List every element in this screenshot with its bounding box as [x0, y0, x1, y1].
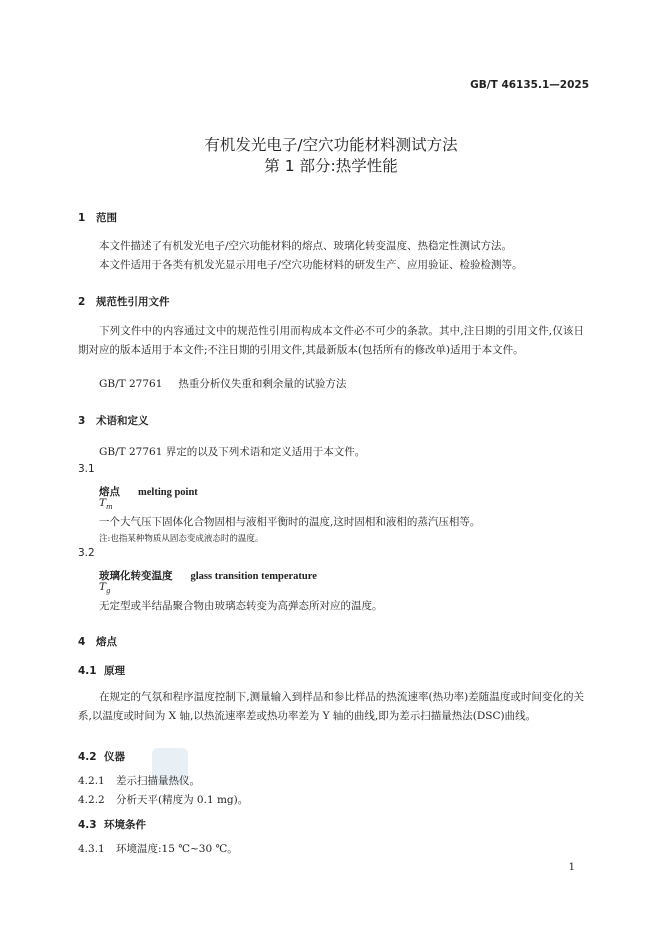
- paragraph: 在规定的气氛和程序温度控制下,测量输入到样品和参比样品的热流速率(热功率)差随温度或时间变化的关系,以温度或时间为 X 轴,以热流速率差或热功率差为 Y 轴的曲线,即为差示扫描量热法(DSC)曲线。: [78, 691, 584, 722]
- subsection-4-1-heading: [78, 663, 125, 678]
- symbol-letter: T: [99, 581, 107, 593]
- term-definition: 无定型或半结晶聚合物由玻璃态转变为高弹态所对应的温度。: [99, 600, 383, 612]
- section-number: 1: [78, 212, 86, 224]
- reference-title: 热重分析仪失重和剩余量的试验方法: [178, 378, 347, 390]
- item-number: 4.2.2: [78, 794, 105, 806]
- list-item: [78, 772, 200, 791]
- subsection-number: 4.3: [78, 819, 97, 831]
- term-english: melting point: [138, 487, 198, 498]
- section-title: 熔点: [96, 636, 117, 648]
- section-title: 规范性引用文件: [96, 296, 170, 308]
- list-item: [78, 791, 248, 810]
- subsection-title: 原理: [104, 665, 125, 677]
- symbol-subscript: g: [106, 587, 111, 596]
- item-number: 4.3.1: [78, 843, 105, 855]
- paragraph: 本文件描述了有机发光电子/空穴功能材料的熔点、玻璃化转变温度、热稳定性测试方法。: [99, 240, 513, 252]
- standard-code: GB/T 46135.1—2025: [470, 79, 589, 91]
- list-item: [78, 840, 238, 859]
- item-text: 环境温度:15 ℃~30 ℃。: [116, 843, 238, 855]
- term-entry: [99, 480, 198, 499]
- term-definition: 一个大气压下固体化合物固相与液相平衡时的温度,这时固相和液相的蒸汽压相等。: [99, 516, 481, 528]
- term-number: 3.2: [78, 547, 95, 559]
- paragraph: 下列文件中的内容通过文中的规范性引用而构成本文件必不可少的条款。其中,注日期的引用文件,仅该日期对应的版本适用于本文件;不注日期的引用文件,其最新版本(包括所有的修改单)适用于本文件。: [78, 325, 584, 356]
- document-title-line1: 有机发光电子/空穴功能材料测试方法: [204, 136, 458, 154]
- section-number: 2: [78, 296, 86, 308]
- subsection-number: 4.2: [78, 751, 97, 763]
- term-symbol: [99, 497, 113, 511]
- subsection-title: 仪器: [104, 751, 125, 763]
- section-title: 范围: [96, 212, 117, 224]
- symbol-letter: T: [99, 497, 107, 509]
- term-name: 玻璃化转变温度: [99, 570, 173, 582]
- item-text: 差示扫描量热仪。: [116, 775, 200, 787]
- subsection-4-2-heading: [78, 749, 125, 764]
- subsection-4-3-heading: [78, 817, 146, 832]
- section-3-heading: [78, 413, 149, 428]
- paragraph: 本文件适用于各类有机发光显示用电子/空穴功能材料的研发生产、应用验证、检验检测等。: [99, 259, 523, 271]
- term-note: 注:也指某种物质从固态变成液态时的温度。: [99, 534, 264, 544]
- item-number: 4.2.1: [78, 775, 105, 787]
- section-number: 3: [78, 415, 86, 427]
- page-number: 1: [568, 862, 575, 873]
- symbol-subscript: m: [106, 503, 113, 512]
- term-english: glass transition temperature: [190, 571, 317, 582]
- document-title-line2: 第 1 部分:热学性能: [264, 157, 398, 175]
- term-name: 熔点: [99, 486, 120, 498]
- section-title: 术语和定义: [96, 415, 149, 427]
- reference-code: GB/T 27761: [99, 378, 163, 390]
- subsection-number: 4.1: [78, 665, 97, 677]
- term-symbol: [99, 581, 111, 595]
- section-2-heading: [78, 294, 170, 309]
- paragraph: GB/T 27761 界定的以及下列术语和定义适用于本文件。: [99, 446, 366, 458]
- section-1-heading: [78, 210, 117, 225]
- section-4-heading: [78, 634, 117, 649]
- term-entry: [99, 564, 317, 583]
- subsection-title: 环境条件: [104, 819, 146, 831]
- section-number: 4: [78, 636, 86, 648]
- item-text: 分析天平(精度为 0.1 mg)。: [116, 794, 249, 806]
- term-number: 3.1: [78, 463, 95, 475]
- normative-reference: [99, 375, 346, 394]
